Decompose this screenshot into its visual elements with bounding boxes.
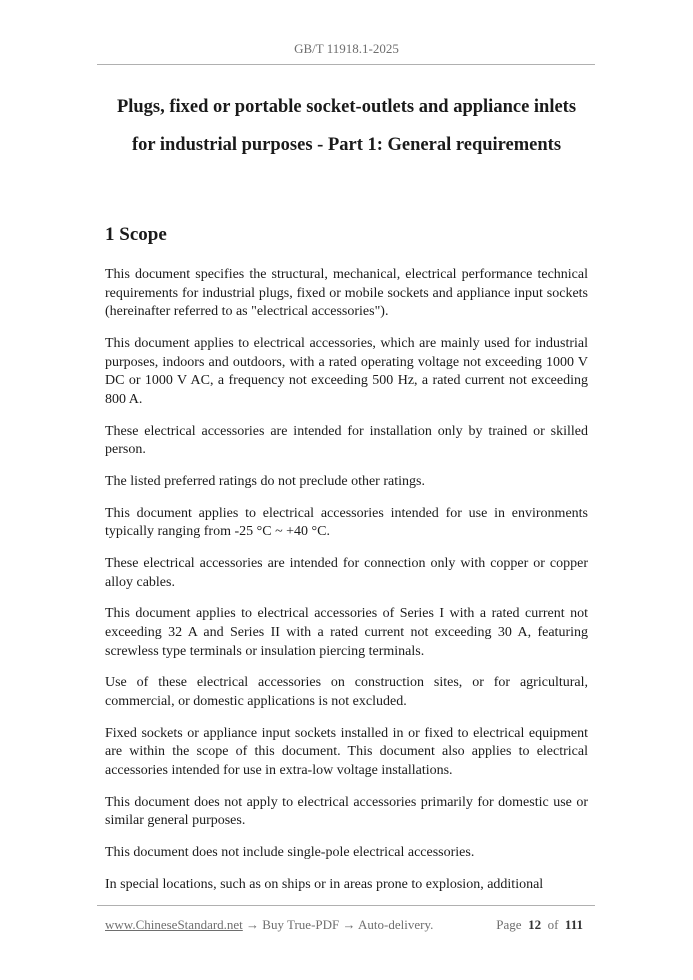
paragraph: Fixed sockets or appliance input sockets installed in or fixed to electrical equipment are within the scope of this document. This document also applies to electrical accessories intended for use in extra-low voltage installations. <box>105 725 588 778</box>
standard-code: GB/T 11918.1-2025 <box>294 41 399 56</box>
paragraph: This document does not include single-pole electrical accessories. <box>105 845 475 861</box>
page-indicator <box>496 917 583 933</box>
of-label: of <box>547 917 559 932</box>
title-line-2: for industrial purposes - Part 1: General requirements <box>131 135 562 155</box>
title-line-1: Plugs, fixed or portable socket-outlets and appliance inlets <box>116 97 577 117</box>
header-divider <box>97 64 595 65</box>
document-title <box>70 88 623 164</box>
paragraph: In special locations, such as on ships or in areas prone to explosion, additional <box>105 876 544 892</box>
page-number: 12 <box>528 917 542 932</box>
paragraph: Use of these electrical accessories on construction sites, or for agricultural, commercial, or domestic applications is not excluded. <box>105 675 588 709</box>
site-link[interactable]: www.ChineseStandard.net <box>105 917 243 932</box>
paragraph: This document applies to electrical accessories, which are mainly used for industrial purposes, indoors and outdoors, with a rated operating voltage not exceeding 1000 V DC or 1000 V AC, a frequency not exceeding 500 Hz, a rated current not exceeding 800 A. <box>105 335 588 407</box>
paragraph: These electrical accessories are intended for connection only with copper or copper alloy cables. <box>105 556 588 590</box>
footer-promo <box>105 917 433 933</box>
footer-divider <box>97 905 595 906</box>
page-label: Page <box>496 917 522 932</box>
paragraph: This document specifies the structural, mechanical, electrical performance technical requirements for industrial plugs, fixed or mobile sockets and appliance input sockets (hereinafter referred to as "electrical accessories"). <box>105 267 588 320</box>
paragraph: The listed preferred ratings do not preclude other ratings. <box>105 473 425 489</box>
paragraph: These electrical accessories are intended for installation only by trained or skilled person. <box>105 423 588 458</box>
body-text <box>105 266 588 908</box>
paragraph: This document applies to electrical accessories intended for use in environments typically ranging from -25 °C ~ +40 °C. <box>105 505 588 540</box>
paragraph: This document applies to electrical accessories of Series I with a rated current not exceeding 32 A and Series II with a rated current not exceeding 30 A, featuring screwless type terminals or insulation piercing terminals. <box>105 606 588 659</box>
footer-promo-text: → Buy True-PDF → Auto-delivery. <box>242 917 434 932</box>
total-pages: 111 <box>564 917 583 932</box>
section-heading: 1 Scope <box>105 224 167 245</box>
paragraph: This document does not apply to electrical accessories primarily for domestic use or similar general purposes. <box>105 794 588 829</box>
